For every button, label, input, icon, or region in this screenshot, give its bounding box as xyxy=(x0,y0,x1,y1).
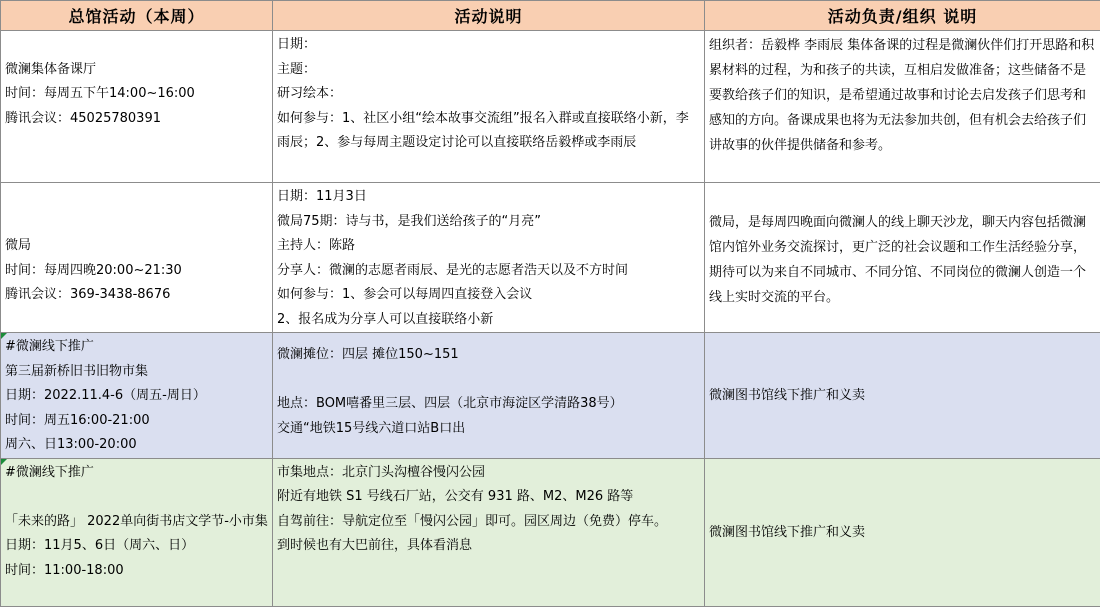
description-text: 日期： 主题： 研习绘本： 如何参与：1、社区小组“绘本故事交流组”报名入群或直接联络小新，李雨辰；2、参与每周主题设定讨论可以直接联络岳毅桦或李雨辰 xyxy=(273,31,704,156)
header-organizer: 活动负责/组织 说明 xyxy=(705,1,1100,31)
organizer-cell xyxy=(705,183,1100,333)
activity-cell xyxy=(1,183,273,333)
description-text: 市集地点：北京门头沟檀谷慢闪公园 附近有地铁 S1 号线石厂站，公交有 931 路、M2、M26 路等 自驾前往：导航定位至「慢闪公园」即可。园区周边（免费）停车。 到时候也有大巴前往，具体看消息 xyxy=(273,459,704,559)
organizer-text: 微澜图书馆线下推广和义卖 xyxy=(705,382,1100,409)
description-text: 日期：11月3日 微局75期：诗与书，是我们送给孩子的“月亮” 主持人：陈路 分享人：微澜的志愿者雨辰、是光的志愿者浩天以及不方时间 如何参与：1、参会可以每周四直接登入会议 2、报名成为分享人可以直接联络小新 xyxy=(273,183,704,332)
organizer-text: 微澜图书馆线下推广和义卖 xyxy=(705,519,1100,546)
table-row xyxy=(1,31,1100,183)
description-cell xyxy=(273,31,705,183)
organizer-text: 组织者：岳毅桦 李雨辰 集体备课的过程是微澜伙伴们打开思路和积累材料的过程，为和孩子的共读，互相启发做准备；这些储备不是要教给孩子们的知识，是希望通过故事和讨论去启发孩子们思考和感知的方向。备课成果也将为无法参加共创，但有机会去给孩子们讲故事的伙伴提供储备和参考。 xyxy=(705,31,1100,158)
table-row xyxy=(1,333,1100,459)
activity-text: 微局 时间：每周四晚20:00~21:30 腾讯会议：369-3438-8676 xyxy=(1,183,272,308)
header-row xyxy=(1,1,1100,31)
activity-text: #微澜线下推广 第三届新桥旧书旧物市集 日期：2022.11.4-6（周五-周日） 时间：周五16:00-21:00 周六、日13:00-20:00 xyxy=(1,333,272,458)
description-cell xyxy=(273,183,705,333)
organizer-cell xyxy=(705,333,1100,459)
activity-text: #微澜线下推广 「未来的路」 2022单向街书店文学节-小市集 日期：11月5、6日（周六、日） 时间：11:00-18:00 xyxy=(1,459,272,584)
header-description: 活动说明 xyxy=(273,1,705,31)
description-cell xyxy=(273,458,705,606)
activity-cell xyxy=(1,458,273,606)
organizer-cell xyxy=(705,31,1100,183)
activity-cell xyxy=(1,31,273,183)
organizer-cell xyxy=(705,458,1100,606)
table-row xyxy=(1,183,1100,333)
table-row xyxy=(1,458,1100,606)
activity-cell xyxy=(1,333,273,459)
organizer-text: 微局，是每周四晚面向微澜人的线上聊天沙龙，聊天内容包括微澜馆内馆外业务交流探讨，更广泛的社会议题和工作生活经验分享，期待可以为来自不同城市、不同分馆、不同岗位的微澜人创造一个线上实时交流的平台。 xyxy=(705,183,1100,310)
header-activity: 总馆活动（本周） xyxy=(1,1,273,31)
activity-text: 微澜集体备课厅 时间：每周五下午14:00~16:00 腾讯会议：45025780391 xyxy=(1,31,272,131)
description-text: 微澜摊位：四层 摊位150~151 地点：BOM嘻番里三层、四层（北京市海淀区学清路38号） 交通“地铁15号线六道口站B口出 xyxy=(273,333,704,441)
description-cell xyxy=(273,333,705,459)
